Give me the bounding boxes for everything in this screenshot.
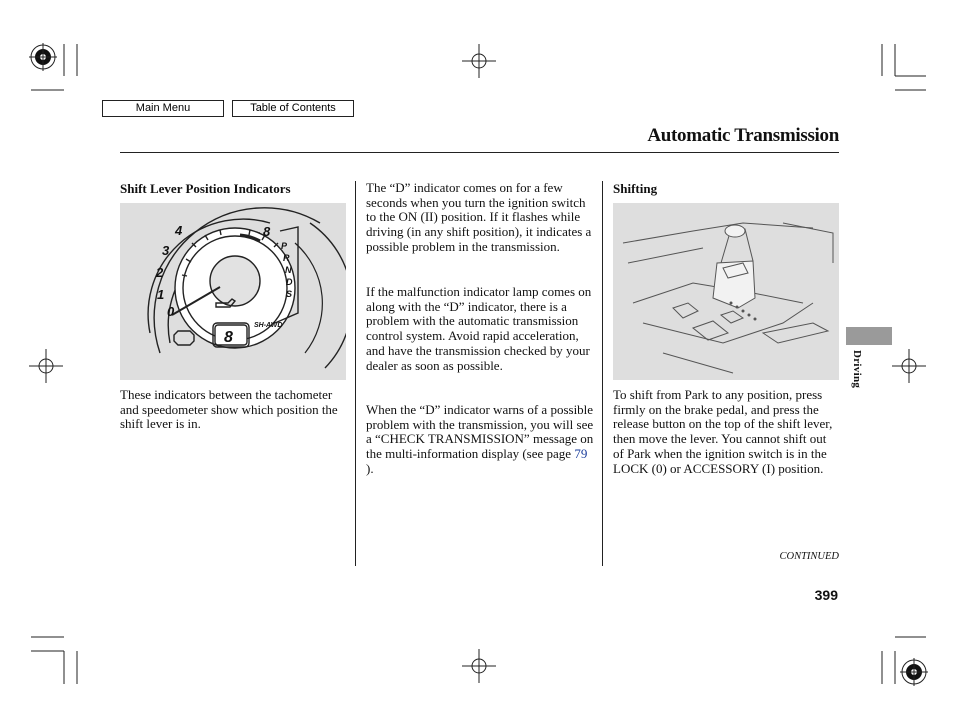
gear-indicator-d: D: [286, 277, 293, 287]
shift-console-drawing: [613, 203, 839, 380]
col2-paragraph-3: [366, 403, 596, 477]
gauge-illustration: [120, 203, 346, 380]
tach-number-1: 1: [157, 287, 165, 302]
shifting-heading: Shifting: [613, 181, 658, 196]
section-tab: [846, 327, 892, 345]
col2-paragraph-1: The “D” indicator comes on for a few seconds when you turn the ignition switch to the ON (II) position. If it flashes while driving (in any shift position), it indicates a possible problem in the transmission.: [366, 180, 592, 254]
column-divider-2: [602, 181, 603, 566]
gear-indicator-p: P: [281, 241, 288, 251]
title-rule: [120, 152, 839, 153]
gear-digit-display: 8: [224, 329, 233, 346]
table-of-contents-button[interactable]: Table of Contents: [232, 100, 354, 117]
col2-paragraph-2: If the malfunction indicator lamp comes on along with the “D” indicator, there is a problem with the automatic transmission control system. Avoid rapid acceleration, and have the transmission checked by your dealer as soon as possible.: [366, 284, 592, 373]
shift-lever-indicators-heading: Shift Lever Position Indicators: [120, 181, 291, 196]
sh-awd-indicator: SH-AWD: [254, 322, 283, 329]
main-menu-button[interactable]: Main Menu: [102, 100, 224, 117]
col3-body-text: To shift from Park to any position, press firmly on the brake pedal, and press the release button on the top of the shift lever, then move the lever. You cannot shift out of Park when the ignition switch is in the LOCK (0) or ACCESSORY (I) position.: [613, 387, 833, 476]
continued-label: CONTINUED: [779, 551, 839, 562]
tach-number-4: 4: [175, 223, 183, 238]
col2-paragraph-3-text: When the “D” indicator warns of a possible problem with the transmission, you will see a “CHECK TRANSMISSION” message on the multi-information display (see page: [366, 402, 594, 462]
tach-number-3: 3: [162, 243, 170, 258]
tach-number-0: 0: [167, 304, 175, 319]
tach-number-8: 8: [263, 224, 271, 239]
col2-paragraph-3-end: ).: [366, 460, 374, 476]
gear-indicator-n: N: [285, 265, 292, 275]
page-title: Automatic Transmission: [647, 125, 839, 146]
shift-lever-illustration: [613, 203, 839, 380]
gear-indicator-r: R: [283, 253, 290, 263]
gear-indicator-s: S: [286, 289, 293, 299]
instrument-cluster-drawing: [120, 203, 346, 380]
page-79-link[interactable]: 79: [574, 446, 588, 462]
tach-number-2: 2: [156, 265, 164, 280]
section-label-driving: Driving: [851, 350, 863, 389]
column-divider-1: [355, 181, 356, 566]
page-number: 399: [814, 587, 838, 603]
col1-body-text: These indicators between the tachometer and speedometer show which position the shift lever is in.: [120, 387, 338, 432]
